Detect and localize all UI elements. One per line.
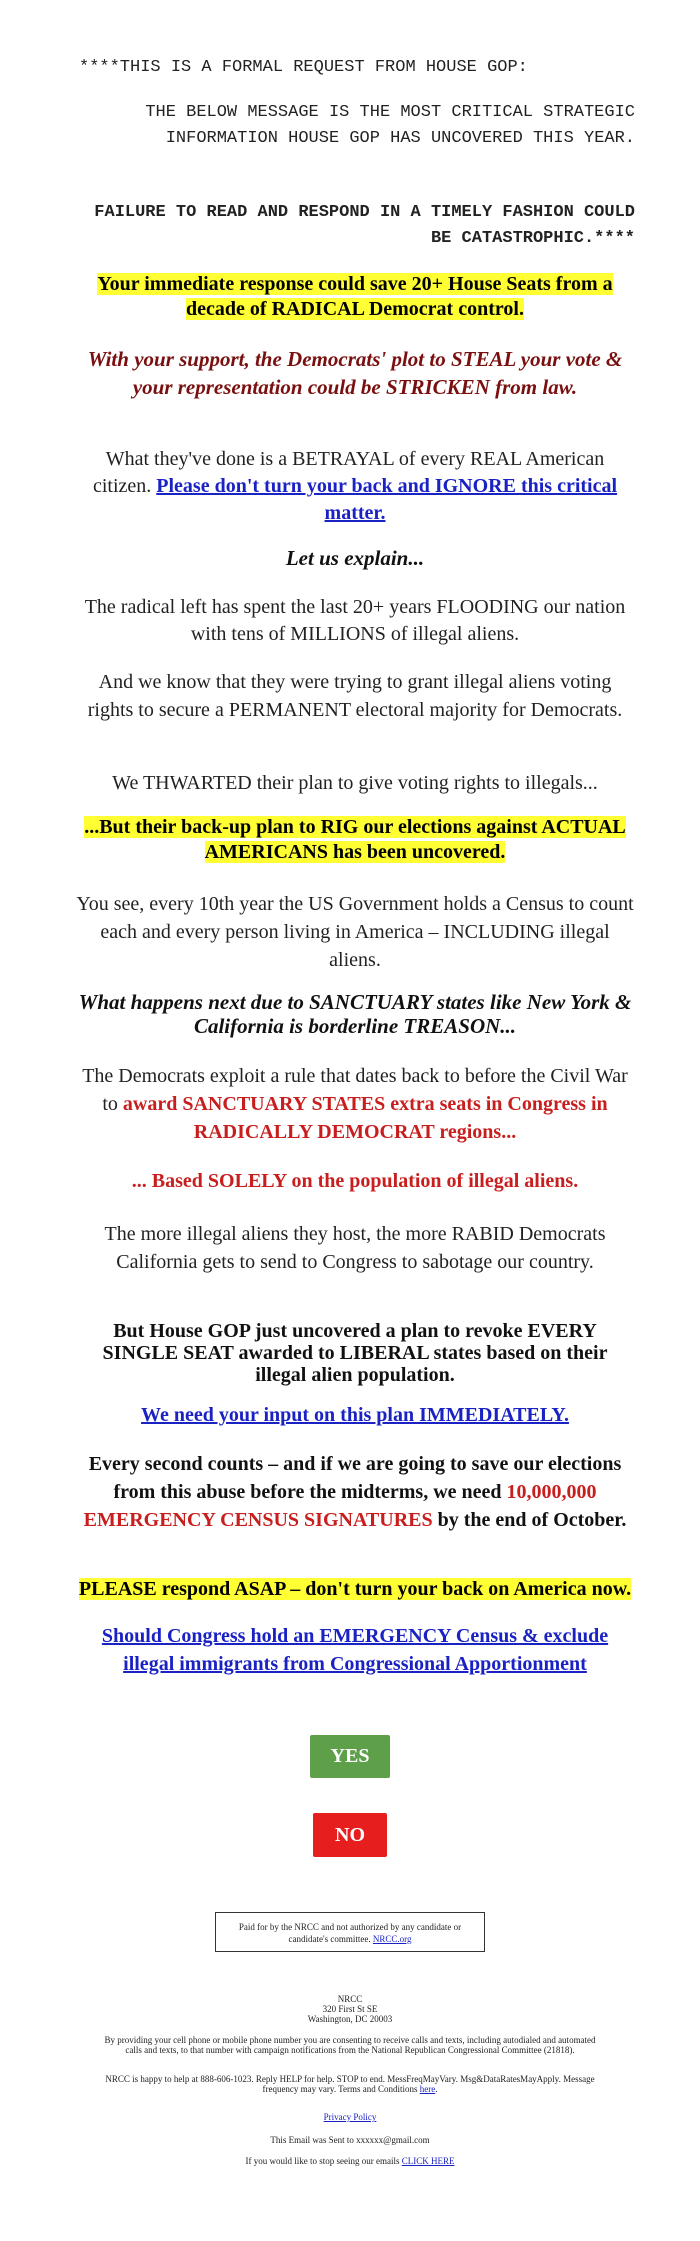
disclaimer-box bbox=[215, 1912, 485, 1952]
unsubscribe-link[interactable]: CLICK HERE bbox=[401, 2156, 455, 2166]
terms-link[interactable]: here bbox=[419, 2084, 436, 2094]
signatures-red-text: 10,000,000 EMERGENCY CENSUS SIGNATURES bbox=[83, 1481, 597, 1531]
yes-button[interactable]: YES bbox=[310, 1735, 390, 1778]
nrcc-link[interactable]: NRCC.org bbox=[372, 1934, 412, 1944]
highlight-text-1: Your immediate response could save 20+ House Seats from a decade of RADICAL Democrat control. bbox=[97, 273, 613, 320]
header-line-2: THE BELOW MESSAGE IS THE MOST CRITICAL STRATEGIC INFORMATION HOUSE GOP HAS UNCOVERED THIS YEAR. bbox=[145, 103, 635, 148]
voting-rights-paragraph: And we know that they were trying to grant illegal aliens voting rights to secure a PERMANENT electoral majority for Democrats. bbox=[87, 671, 623, 721]
footer-address-2: Washington, DC 20003 bbox=[307, 2014, 393, 2024]
footer-help: NRCC is happy to help at 888-606-1023. Reply HELP for help. STOP to end. MessFreqMayVary. Msg&DataRatesMayApply. Message frequency may vary. Terms and Conditions here. bbox=[105, 2074, 595, 2094]
unsubscribe-text: If you would like to stop seeing our emails bbox=[245, 2156, 400, 2166]
footer-privacy bbox=[200, 2112, 500, 2122]
disclaimer-text: Paid for by the NRCC and not authorized by any candidate or candidate's committee. bbox=[238, 1922, 462, 1944]
explain-heading: Let us explain... bbox=[285, 546, 425, 570]
footer-address bbox=[200, 1994, 500, 2024]
highlight-paragraph-2 bbox=[75, 815, 635, 865]
italic-red-paragraph: With your support, the Democrats' plot to STEAL your vote & your representation could be STRICKEN from law. bbox=[87, 347, 623, 399]
civil-war-text: The Democrats exploit a rule that dates back to before the Civil War to bbox=[82, 1065, 628, 1115]
census-paragraph: You see, every 10th year the US Government holds a Census to count each and every person living in America – INCLUDING illegal aliens. bbox=[76, 893, 634, 971]
highlight-text-3: PLEASE respond ASAP – don't turn your back on America now. bbox=[78, 1578, 632, 1600]
ignore-matter-link[interactable]: Please don't turn your back and IGNORE this critical matter. bbox=[156, 475, 618, 524]
privacy-policy-link[interactable]: Privacy Policy bbox=[323, 2112, 377, 2122]
revoke-paragraph: But House GOP just uncovered a plan to revoke EVERY SINGLE SEAT awarded to LIBERAL states based on their illegal alien population. bbox=[102, 1320, 608, 1386]
footer-sent-to: This Email was Sent to xxxxxx@gmail.com bbox=[270, 2135, 430, 2145]
input-immediately-link[interactable]: We need your input on this plan IMMEDIATELY. bbox=[141, 1404, 569, 1426]
signatures-paragraph bbox=[75, 1450, 635, 1534]
header-line-3: FAILURE TO READ AND RESPOND IN A TIMELY FASHION COULD BE CATASTROPHIC.**** bbox=[94, 203, 635, 248]
footer-help-text: NRCC is happy to help at 888-606-1023. Reply HELP for help. STOP to end. MessFreqMayVary. Msg&DataRatesMayApply. Message frequency may vary. Terms and Conditions bbox=[105, 2074, 595, 2094]
footer-consent: By providing your cell phone or mobile phone number you are consenting to receive calls and texts, including autodialed and automated calls and texts, to that number with campaign notifications from the National Republican Congressional Committee (21818). bbox=[104, 2035, 596, 2055]
footer-address-1: 320 First St SE bbox=[322, 2004, 378, 2014]
solely-paragraph: ... Based SOLELY on the population of illegal aliens. bbox=[131, 1170, 579, 1192]
footer-org: NRCC bbox=[337, 1994, 363, 2004]
betrayal-paragraph bbox=[75, 446, 635, 527]
signatures-text-a: Every second counts – and if we are going to save our elections from this abuse before the midterms, we need bbox=[88, 1453, 622, 1503]
no-button[interactable]: NO bbox=[313, 1813, 387, 1857]
census-question-paragraph bbox=[75, 1622, 635, 1678]
betrayal-text: What they've done is a BETRAYAL of every REAL American citizen. bbox=[92, 448, 605, 497]
footer-unsubscribe bbox=[150, 2156, 550, 2166]
rabid-paragraph: The more illegal aliens they host, the more RABID Democrats California gets to send to Congress to sabotage our country. bbox=[104, 1223, 606, 1273]
header-line-1: ****THIS IS A FORMAL REQUEST FROM HOUSE GOP: bbox=[79, 58, 528, 77]
thwarted-paragraph: We THWARTED their plan to give voting rights to illegals... bbox=[112, 772, 598, 794]
highlight-paragraph-1 bbox=[75, 272, 635, 322]
flooding-paragraph: The radical left has spent the last 20+ years FLOODING our nation with tens of MILLIONS of illegal aliens. bbox=[84, 596, 626, 645]
civil-war-paragraph bbox=[75, 1062, 635, 1146]
highlight-paragraph-3 bbox=[75, 1578, 635, 1600]
civil-war-red-text: award SANCTUARY STATES extra seats in Congress in RADICALLY DEMOCRAT regions... bbox=[122, 1093, 608, 1143]
input-link-paragraph bbox=[75, 1404, 635, 1427]
sanctuary-paragraph: What happens next due to SANCTUARY states like New York & California is borderline TREASON... bbox=[78, 990, 632, 1038]
highlight-text-2: ...But their back-up plan to RIG our elections against ACTUAL AMERICANS has been uncovered. bbox=[84, 816, 626, 863]
census-question-link[interactable]: Should Congress hold an EMERGENCY Census & exclude illegal immigrants from Congressional Apportionment bbox=[101, 1625, 609, 1675]
signatures-text-b: by the end of October. bbox=[437, 1509, 627, 1531]
